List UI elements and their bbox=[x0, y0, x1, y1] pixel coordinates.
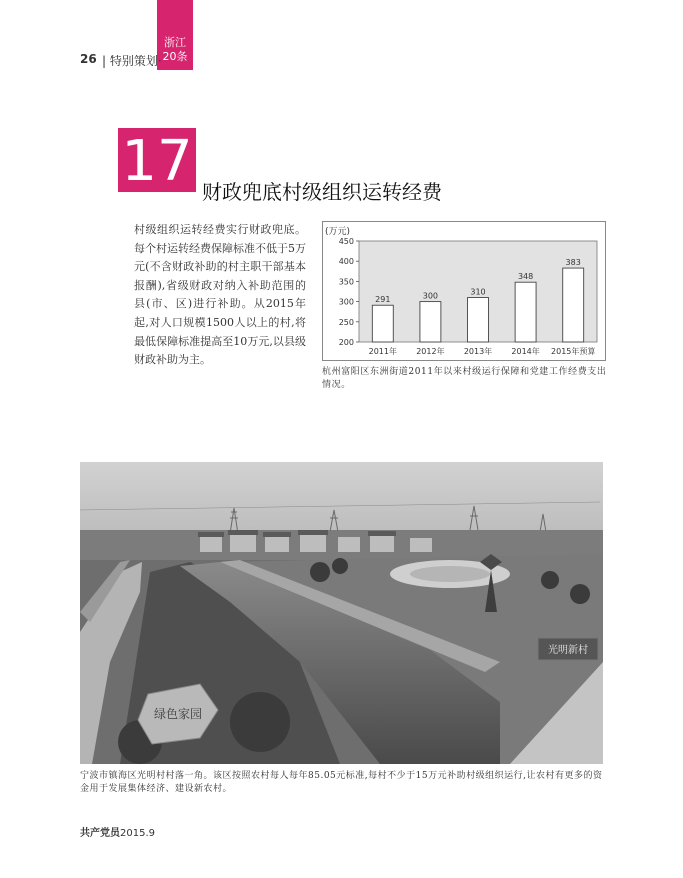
article-number: 17 bbox=[121, 129, 193, 194]
tab-line-province: 浙江 bbox=[164, 36, 186, 49]
x-category-label: 2012年 bbox=[416, 347, 445, 356]
section-label: | 特别策划· bbox=[102, 54, 162, 68]
expenditure-bar-chart bbox=[323, 222, 605, 360]
article-body: 村级组织运转经费实行财政兜底。每个村运转经费保障标准不低于5万元(不含财政补助的村主职干部基本报酬),省级财政对纳入补助范围的县(市、区)进行补助。从2015年起,对人口规模1500人以上的村,将最低保障标准提高至10万元,以县级财政补助为主。 bbox=[134, 223, 306, 367]
bar-data-label: 348 bbox=[517, 272, 534, 282]
bar bbox=[420, 302, 441, 342]
x-category-label: 2013年 bbox=[463, 347, 493, 356]
y-tick-label: 200 bbox=[338, 338, 354, 347]
issue-number: 2015.9 bbox=[120, 828, 155, 839]
chart-caption: 杭州富阳区东洲街道2011年以来村级运行保障和党建工作经费支出情况。 bbox=[322, 367, 607, 390]
article-title: 财政兜底村级组织运转经费 bbox=[202, 180, 442, 204]
bar bbox=[515, 282, 536, 342]
bar-data-label: 310 bbox=[470, 287, 486, 297]
bar-data-label: 300 bbox=[422, 291, 439, 301]
bar bbox=[468, 298, 489, 342]
bar-data-label: 383 bbox=[565, 258, 581, 268]
x-category-label: 2014年 bbox=[511, 347, 540, 356]
x-category-label: 2015年预算 bbox=[551, 347, 596, 356]
chart-frame bbox=[322, 221, 606, 361]
tab-line-count: 20条 bbox=[162, 50, 188, 63]
village-photo bbox=[80, 462, 603, 764]
village-sign: 光明新村 bbox=[548, 645, 588, 656]
y-tick-label: 300 bbox=[338, 297, 354, 307]
y-tick-label: 400 bbox=[338, 257, 354, 267]
y-tick-label: 450 bbox=[338, 237, 354, 246]
x-category-label: 2011年 bbox=[368, 347, 397, 356]
bar-data-label: 291 bbox=[375, 295, 391, 305]
y-unit-label: (万元) bbox=[325, 227, 351, 237]
magazine-name: 共产党员 bbox=[80, 828, 120, 839]
page-number: 26 bbox=[80, 52, 97, 66]
village-photo-illustration bbox=[80, 462, 603, 764]
bar bbox=[372, 305, 393, 342]
photo-caption: 宁波市镇海区光明村村落一角。该区按照农村每人每年85.05元标准,每村不少于15万元补助村级组织运行,让农村有更多的资金用于发展集体经济、建设新农村。 bbox=[80, 771, 603, 794]
stone-inscription: 绿色家园 bbox=[153, 707, 203, 721]
y-tick-label: 250 bbox=[338, 317, 354, 327]
header-tab-label bbox=[157, 36, 193, 64]
footer-issue bbox=[80, 824, 155, 839]
bar bbox=[563, 268, 584, 342]
y-tick-label: 350 bbox=[338, 277, 354, 287]
